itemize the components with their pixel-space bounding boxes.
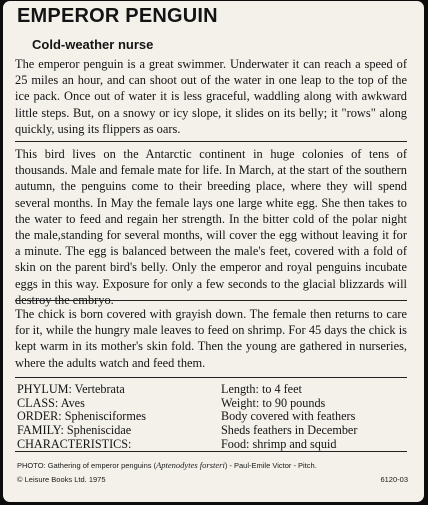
paragraph-chick: The chick is born covered with grayish down. The female then returns to care for it, while the hungry male leaves to feed on shrimp. For 45 days the chick is kept warm in its mother's skin fold. Then the young are gathered in nurseries, where the adults watch and feed them. bbox=[15, 307, 407, 370]
taxonomy-list bbox=[17, 383, 212, 452]
fact-order: ORDER: Sphenisciformes bbox=[17, 409, 146, 424]
fact-body: Body covered with feathers bbox=[221, 409, 356, 424]
divider-3 bbox=[15, 377, 407, 378]
paragraph-breeding: This bird lives on the Antarctic continent in huge colonies of tens of thousands. Male and female mate for life. In March, at the start of the southern autumn, the penguins come to their breeding place, where they will spend several months. In May the female lays one large white egg. She then takes to the water to feed and regain her strength. In the bitter cold of the polar night the male,standing for several months, will cover the egg without leaving it for a minute. The egg is balanced between the male's feet, covered with a fold of skin on the parent bird's belly. Only the emperor and royal penguins incubate eggs in this way. Exposure for only a few seconds to the glacial blizzards will destroy the embryo. bbox=[15, 147, 407, 307]
divider-2 bbox=[15, 300, 407, 301]
fact-characteristics: CHARACTERISTICS: bbox=[17, 436, 132, 451]
card-title: EMPEROR PENGUIN bbox=[17, 5, 218, 27]
divider-4 bbox=[15, 451, 407, 452]
species-card bbox=[3, 1, 424, 502]
card-subtitle: Cold-weather nurse bbox=[32, 37, 154, 52]
divider-1 bbox=[15, 141, 407, 142]
fact-family: FAMILY: Spheniscidae bbox=[17, 423, 132, 438]
photo-credit bbox=[17, 460, 317, 470]
photo-credit-prefix: PHOTO: Gathering of emperor penguins ( bbox=[17, 461, 157, 470]
fact-phylum: PHYLUM: Vertebrata bbox=[17, 382, 125, 396]
fact-weight: Weight: to 90 pounds bbox=[221, 395, 326, 410]
card-code: 6120-03 bbox=[380, 475, 408, 484]
fact-food: Food: shrimp and squid bbox=[221, 436, 337, 451]
fact-shedding: Sheds feathers in December bbox=[221, 423, 358, 438]
paragraph-swimming: The emperor penguin is a great swimmer. Underwater it can reach a speed of 25 miles an hour, and can shoot out of the water in one leap to the top of the ice pack. Once out of water it is less graceful, waddling along with awkward little steps. But, on a snowy or icy slope, it slides on its belly; it "rows" along quickly, using its flippers as oars. bbox=[15, 57, 407, 136]
fact-length: Length: to 4 feet bbox=[221, 382, 302, 396]
photo-species-name: Aptenodytes forsteri bbox=[156, 460, 225, 470]
characteristics-list bbox=[221, 383, 416, 452]
fact-class: CLASS: Aves bbox=[17, 395, 85, 410]
photo-credit-suffix: ) - Paul-Emile Victor - Pitch. bbox=[224, 461, 317, 470]
copyright-line: © Leisure Books Ltd. 1975 bbox=[17, 475, 106, 484]
